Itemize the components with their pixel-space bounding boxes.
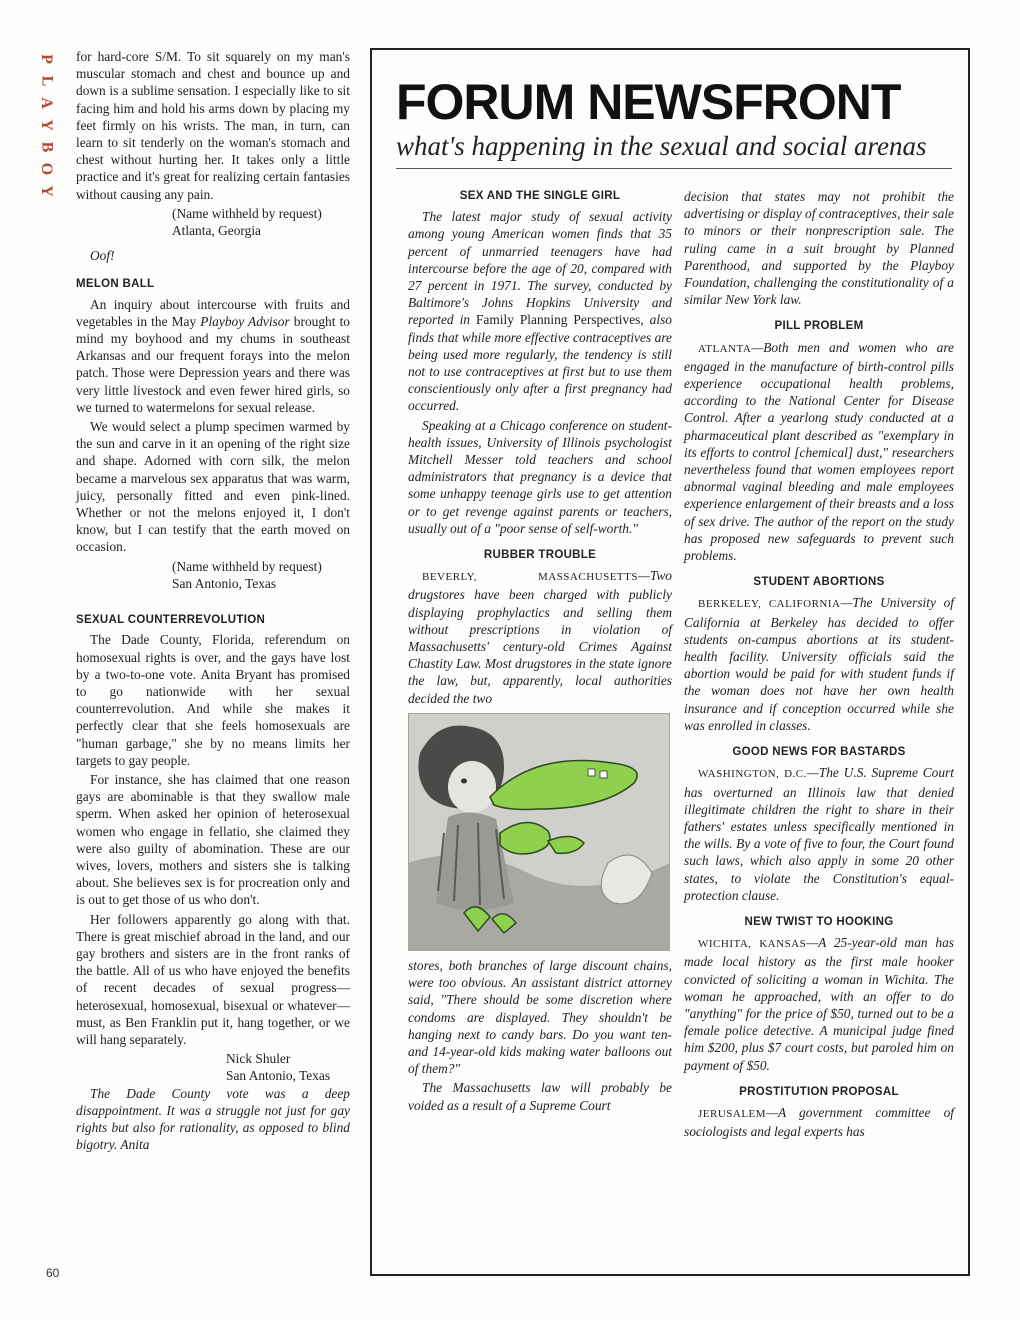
letter-text: An inquiry about intercourse with fruits and vegetables in the May [76,296,350,329]
journal-title: Family Planning Perspectives [475,312,641,328]
masthead-rule [396,168,952,169]
news-paragraph [408,208,672,414]
running-head-letter: B [37,141,55,153]
news-paragraph [684,1104,954,1140]
news-paragraph [684,339,954,565]
news-text: —The U.S. Supreme Court has overturned an Illinois law that denied illegitimate children the right to share in their fathers' estates unless specifically mentioned in the wills. By a vote of five to four, the Court found such laws, which also apply in some 20 other states, to violate the Constitution's equal-protection clause. [684,765,954,903]
section-heading-prostitution: PROSTITUTION PROPOSAL [739,1085,899,1098]
news-paragraph: The Massachusetts law will probably be voided as a result of a Supreme Court [408,1080,672,1113]
news-text: The latest major study of sexual activity among young American women finds that 35 percent of unmarried teenagers have had intercourse before the age of 20, compared with 27 percent in 1971. The survey, conducted by Baltimore's Johns Hopkins University and reported in [408,209,672,328]
section-heading-rubber-trouble: RUBBER TROUBLE [483,549,597,562]
news-text: —A 25-year-old man has made local history as the first male hooker convicted of soliciting a woman in Wichita. The woman he approached, with an offer to do "anything" for the price of $50, turned out to be a female police detective. A municipal judge fined him $200, plus $7 court costs, but paroled him on payment of $50. [684,935,954,1073]
magazine-title: Playboy Advisor [200,313,290,329]
running-head-letter: Y [38,185,55,197]
news-paragraph: Speaking at a Chicago conference on student-health issues, University of Illinois psychologist Mitchell Messer told teachers and school administrators that pregnancy is a device that some unhappy teenage girls use to get attention or to get revenge against parents or teachers, usually out of a "poor sense of self-worth." [408,417,672,536]
forum-title: FORUM NEWSFRONT [396,74,901,130]
news-paragraph: stores, both branches of large discount chains, were too obvious. An assistant district attorney said, "There should be some discretion where condoms are displayed. They shouldn't be hanging next to candy bars. Do you want ten- and 14-year-old kids making water balloons out of them?" [408,957,672,1077]
section-heading-counterrevolution: SEXUAL COUNTERREVOLUTION [76,614,266,627]
news-text: —The University of California at Berkeley has decided to offer students on-campus abortions at its student-health facility. University officials said the abortion would be paid for with student funds if the woman does not have her own health insurance and if conception occurred while she was enrolled in classes. [684,595,954,733]
section-heading-pill-problem: PILL PROBLEM [774,320,864,333]
news-paragraph: decision that states may not prohibit the advertising or display of contraceptives, their sale to minors or their nonprescription sale. The ruling came in a suit brought by Planned Parenthood, and supported by the Playboy Foundation, challenging the constitutionality of a similar New York law. [684,189,954,308]
dateline: ATLANTA [698,342,752,355]
news-text: , also finds that while more effective contraceptives are being used more regularly, the tendency is still not to use contraceptives at first but to use them conscientiously only after a first pregnancy had occurred. [408,312,672,414]
section-heading-student-abortions: STUDENT ABORTIONS [753,576,885,589]
news-paragraph [408,567,672,707]
running-head [34,48,58,202]
editor-reply: The Dade County vote was a deep disappointment. It was a struggle not just for gay rights but also for rationality, as opposed to blind bigotry. Anita [76,1085,350,1153]
page-number: 60 [46,1266,60,1280]
letter-paragraph: For instance, she has claimed that one reason gays are abominable is that they swallow male sperm. When asked her opinion of heterosexual women who engage in fellatio, she claimed they were also guilty of abomination. These are our wives, lovers, mothers and sisters she is talking about. She believes sex is for procreation only and is out to get those of us who don't. [76,771,350,908]
signature-name: Nick Shuler [226,1051,291,1067]
news-text: —A government committee of sociologists and legal experts has [684,1104,954,1140]
letter-paragraph: Her followers apparently go along with that. There is great mischief abroad in the land, and our gay brothers and sisters are in the front ranks of the battle. All of us who have enjoyed the benefits of recent decades of sexual progress—heterosexual, homosexual, bisexual or whatever—must, as Ben Franklin put it, hang together, or we will hang separately. [76,911,350,1047]
forum-subtitle: what's happening in the sexual and social arenas [396,131,927,161]
signature-place: San Antonio, Texas [172,575,277,591]
section-heading-good-news: GOOD NEWS FOR BASTARDS [732,746,906,759]
news-column-left [408,188,672,1116]
forum-masthead [396,76,956,162]
dateline: BEVERLY, MASSACHUSETTS [422,571,638,584]
dateline: WICHITA, KANSAS [698,938,807,951]
letter-text: brought to mind my boyhood and my chums in southeast Arkansas and our frequent forays into the melon patch. Those were Depression years and there was very little livestock and even fewer hired girls, so we turned to watermelons for sexual release. [76,313,350,415]
signature-name: (Name withheld by request) [172,205,322,221]
running-head-letter: O [37,162,55,176]
letter-paragraph [76,296,350,416]
running-head-letter: A [38,97,55,109]
news-paragraph [684,594,954,734]
child-balloon-illustration [408,713,670,951]
letter-continuation: for hard-core S/M. To sit squarely on my man's muscular stomach and chest and bounce up and down is a sublime sensation. I especially like to sit facing him and hold his arms down by placing my feet firmly on his wrists. The man, in turn, can learn to sit tenderly on the woman's stomach and chest without hurting her. It takes only a little practice and it's great for realizing certain fantasies without causing any pain. [76,49,350,202]
news-text: —Both men and women who are engaged in the manufacture of birth-control pills experience occupational health problems, according to the National Center for Disease Control. After a yearlong study conducted at a pharmaceutical plant described as "exemplary in its efforts to control [chemical] dust," researchers nevertheless found that women employees report abnormal vaginal bleeding and male employees experience enlargement of their breasts and a loss of sex drive. The author of the report on the study has proposed new safeguards to prevent such problems. [684,339,954,564]
signature-place: Atlanta, Georgia [172,223,261,239]
section-heading-single-girl: SEX AND THE SINGLE GIRL [459,190,621,202]
running-head-letter: L [37,75,55,87]
news-paragraph [684,764,954,904]
dateline: WASHINGTON, D.C. [698,768,807,781]
letters-column [76,48,350,1155]
letter-paragraph: We would select a plump specimen warmed by the sun and carve in it an opening of the right size and shape. Adorned with corn silk, the melon became a marvelous sex apparatus that was warm, juicy, personally fitted and even pink-lined. Whether or not the melons enjoyed it, I don't know, but I can testify that the earth moved on occasion. [76,419,350,555]
letter-paragraph: The Dade County, Florida, referendum on homosexual rights is over, and the gays have lost by a two-to-one vote. Anita Bryant has promised to go nationwide with her sexual counterrevolution. And while she makes it perfectly clear that she feels homosexuals are "human garbage," she by no means limits her targets to gay people. [76,632,350,768]
signature-name: (Name withheld by request) [172,558,322,574]
dateline: BERKELEY, CALIFORNIA [698,598,841,611]
editor-reply: Oof! [90,248,115,264]
news-text: —Two drugstores have been charged with publicly displaying prophylactics and selling them without prescriptions in violation of Massachusetts' century-old Crimes Against Chastity Law. Most drugstores in the state ignore the law, but, apparently, local authorities decided the two [408,568,672,706]
signature-place: San Antonio, Texas [226,1068,331,1084]
news-column-right [684,188,954,1142]
section-heading-hooking: NEW TWIST TO HOOKING [744,915,894,928]
running-head-letter: Y [38,119,55,131]
running-head-letter: P [38,54,55,64]
news-paragraph [684,934,954,1074]
dateline: JERUSALEM [698,1107,767,1120]
section-heading-melon: MELON BALL [76,278,155,291]
